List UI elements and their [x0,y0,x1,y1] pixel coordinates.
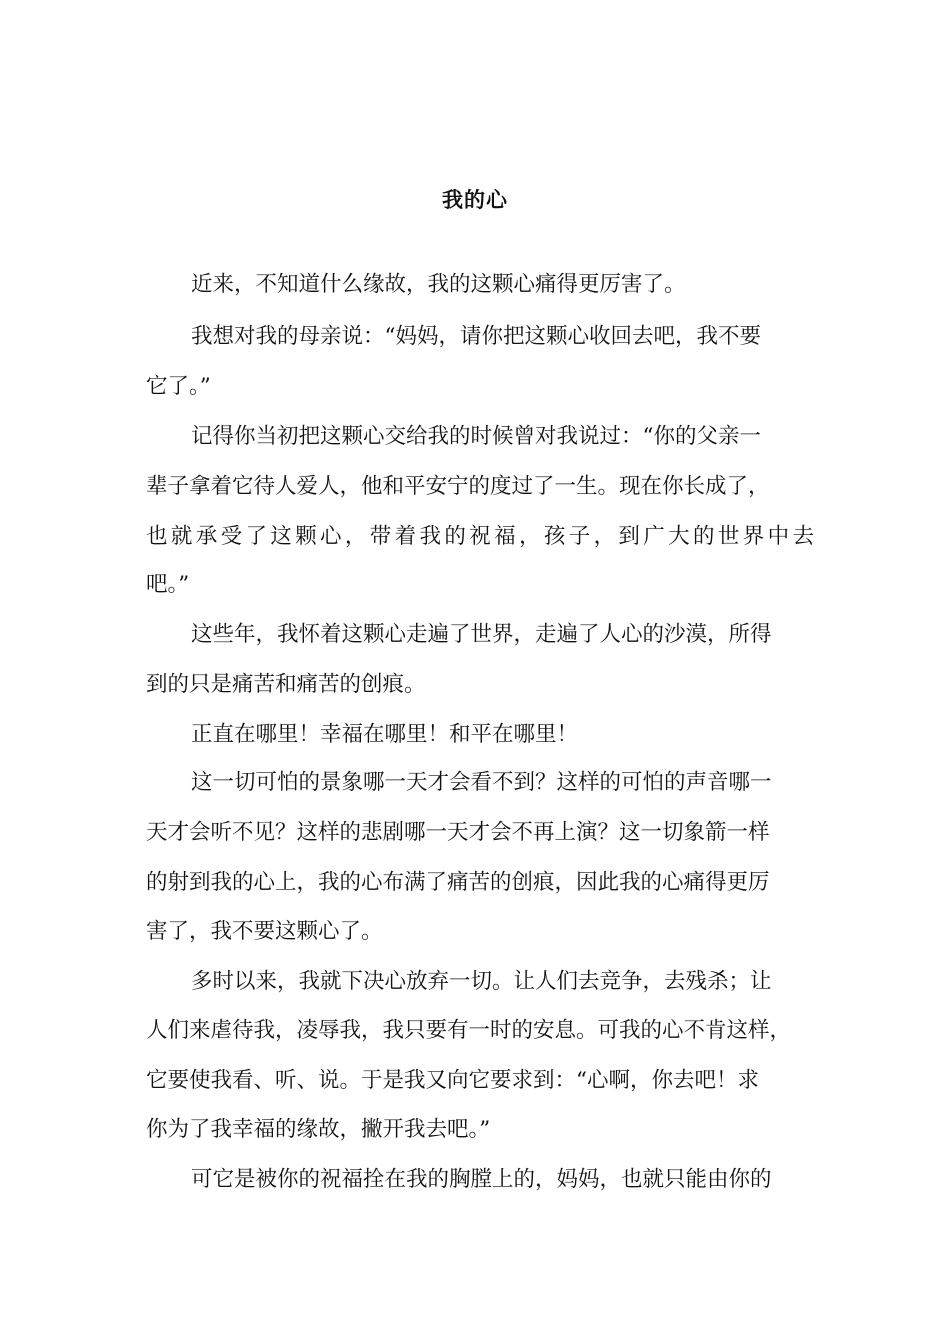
text-line: 可它是被你的祝福拴在我的胸膛上的，妈妈，也就只能由你的 [191,1167,772,1192]
text-line: 吧。” [146,572,190,597]
text-line: 这一切可怕的景象哪一天才会看不到？这样的可怕的声音哪一 [191,770,772,795]
text-line: 你为了我幸福的缘故，撇开我去吧。” [146,1117,491,1142]
text-line: 它要使我看、听、说。于是我又向它要求到：“心啊，你去吧！求 [146,1068,759,1093]
text-line: 也就承受了这颗心，带着我的祝福，孩子，到广大的世界中去 [146,524,814,549]
text-line: 到的只是痛苦和痛苦的创痕。 [146,672,426,697]
text-line: 我想对我的母亲说：“妈妈，请你把这颗心收回去吧，我不要 [191,324,761,349]
text-line: 这些年，我怀着这颗心走遍了世界，走遍了人心的沙漠，所得 [191,622,772,647]
document-title: 我的心 [442,187,508,212]
text-line: 人们来虐待我，凌辱我，我只要有一时的安息。可我的心不肯这样， [146,1018,792,1043]
text-line: 害了，我不要这颗心了。 [146,919,383,944]
text-line: 辈子拿着它待人爱人，他和平安宁的度过了一生。现在你长成了， [146,474,770,499]
text-line: 它了。” [146,374,211,399]
text-line: 正直在哪里！幸福在哪里！和平在哪里！ [191,722,579,747]
text-line: 的射到我的心上，我的心布满了痛苦的创痕，因此我的心痛得更厉 [146,870,770,895]
text-line: 天才会听不见？这样的悲剧哪一天才会不再上演？这一切象箭一样 [146,820,770,845]
text-line: 记得你当初把这颗心交给我的时候曾对我说过：“你的父亲一 [191,424,761,449]
text-line: 近来，不知道什么缘故，我的这颗心痛得更厉害了。 [191,272,686,297]
text-line: 多时以来，我就下决心放弃一切。让人们去竞争，去残杀；让 [191,969,772,994]
